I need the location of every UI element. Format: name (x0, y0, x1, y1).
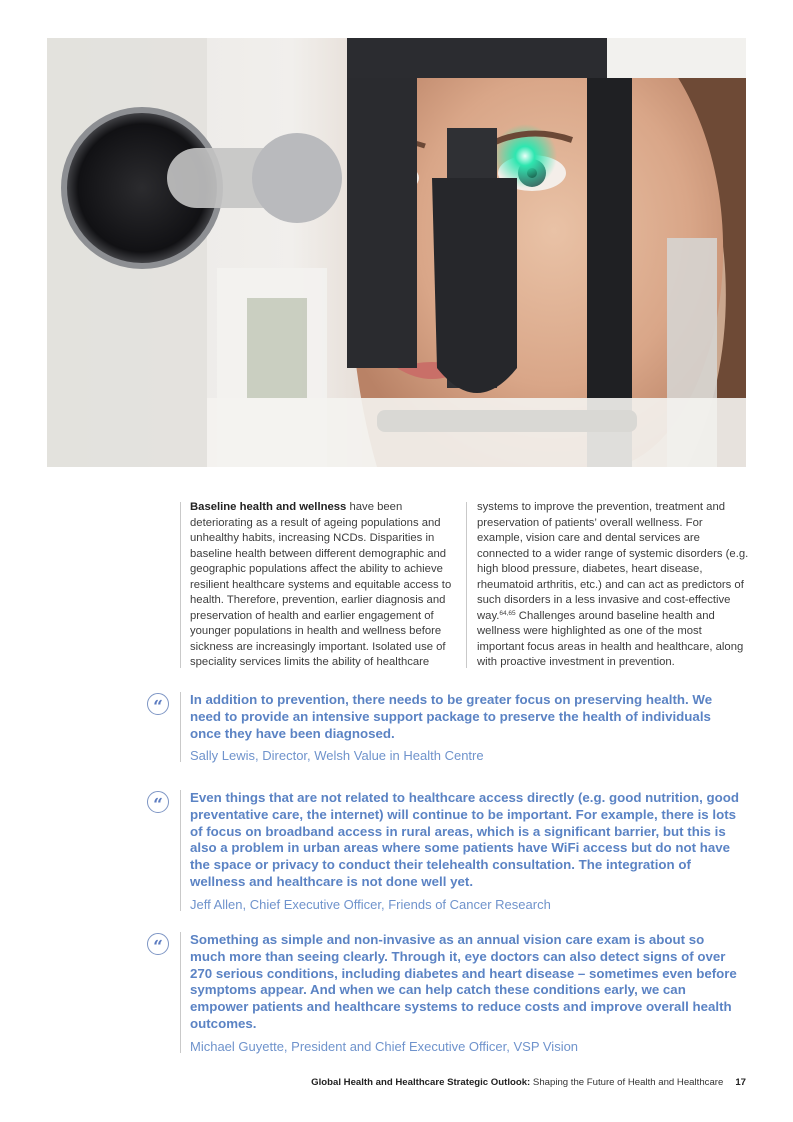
quote-rule (180, 790, 181, 911)
column-1-text: have been deteriorating as a result of ageing populations and unhealthy habits, increasing NCDs. Disparities in baseline health between different demographic and geographic populations affect the ability to achieve resilient healthcare systems and equitable access to health. Therefore, prevention, earlier diagnosis and preservation of health and earlier engagement of younger populations in health and wellness before sickness are increasingly important. Isolated use of speciality services limits the ability of healthcare (190, 501, 452, 668)
quote-mark-icon: “ (147, 791, 169, 813)
body-text (180, 500, 750, 672)
column-2-text-b: Challenges around baseline health and wellness were highlighted as one of the most important focus areas in health and healthcare, along with proactive investment in prevention. (477, 609, 744, 668)
page-number: 17 (735, 1077, 746, 1088)
footer-report-title: Global Health and Healthcare Strategic Outlook: (311, 1077, 531, 1088)
quote-text: Something as simple and non-invasive as an annual vision care exam is about so much more than seeing clearly. Through it, eye doctors can also detect signs of over 270 serious conditions, including diabetes and heart disease – sometimes even before symptoms appear. And when we can help catch these conditions early, we can empower patients and healthcare systems to reduce costs and improve overall health outcomes. (190, 932, 737, 1031)
quote-text: In addition to prevention, there needs to be greater focus on preserving health. We need to provide an intensive support package to preserve the health of individuals once they have been diagnosed. (190, 692, 713, 741)
quote-rule (180, 932, 181, 1053)
quote-mark-icon: “ (147, 933, 169, 955)
quote-attribution: Jeff Allen, Chief Executive Officer, Friends of Cancer Research (190, 896, 551, 912)
quote-mark-icon: “ (147, 693, 169, 715)
quote-attribution: Michael Guyette, President and Chief Executive Officer, VSP Vision (190, 1038, 579, 1054)
footer-report-subtitle: Shaping the Future of Health and Healthcare (530, 1077, 724, 1088)
body-column-1 (190, 500, 465, 671)
pull-quote (153, 692, 740, 764)
hero-photo (47, 38, 746, 467)
eye-exam-illustration (47, 38, 746, 467)
quote-text: Even things that are not related to healthcare access directly (e.g. good nutrition, good preventative care, the internet) will continue to be important. For example, there is lots of focus on broadband access in rural areas, which is a significant barrier, but this is also a problem in urban areas where some patients have WiFi access but do not have the space or privacy to conduct their telehealth consultation. The integration of wellness and healthcare is not done well yet. (190, 790, 739, 889)
column-rule-middle (466, 502, 467, 668)
quote-attribution: Sally Lewis, Director, Welsh Value in Health Centre (190, 748, 484, 764)
body-column-2 (477, 500, 749, 671)
lead-heading: Baseline health and wellness (190, 501, 347, 513)
pull-quote (153, 790, 740, 913)
quote-rule (180, 692, 181, 762)
page-footer (311, 1077, 746, 1088)
column-2-text-a: systems to improve the prevention, treatment and preservation of patients’ overall wellness. For example, vision care and dental services are connected to a wider range of systemic disorders (e.g. high blood pressure, diabetes, heart disease, rheumatoid arthritis, etc.) and can act as predictors of such disorders in a less invasive and cost-effective way. (477, 501, 749, 622)
pull-quote (153, 932, 740, 1055)
footnote-reference[interactable]: 64,65 (499, 609, 516, 617)
column-rule-left (180, 502, 181, 668)
